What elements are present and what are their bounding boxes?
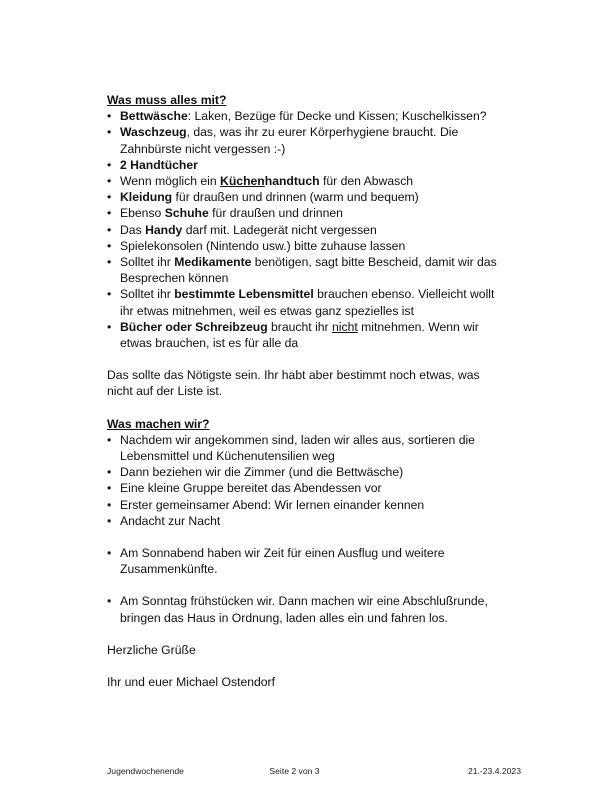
bold-term: Waschzeug <box>120 125 187 140</box>
list-item <box>107 205 497 221</box>
item-text: benötigen, sagt bitte Bescheid, damit wir das Besprechen können <box>120 255 497 286</box>
list-item <box>107 157 497 173</box>
paragraph: Das sollte das Nötigste sein. Ihr habt aber bestimmt noch etwas, was nicht auf der Liste ist. <box>107 368 480 399</box>
bold-term: Handy <box>145 222 183 237</box>
spacer <box>107 658 497 674</box>
list-item <box>107 319 497 351</box>
list-item <box>107 189 497 205</box>
spacer <box>107 400 497 416</box>
footer-left: Jugendwochenende <box>107 766 184 776</box>
list-item <box>107 238 497 254</box>
list-item <box>107 222 497 238</box>
item-text: darf mit. Ladegerät nicht vergessen <box>182 222 377 237</box>
section-heading-packing: Was muss alles mit? <box>107 93 227 107</box>
sunday-list <box>107 593 497 625</box>
footer-date: 21.-23.4.2023 <box>467 766 521 776</box>
bold-term: 2 Handtücher <box>120 157 198 172</box>
bold-term: Schuhe <box>164 206 209 221</box>
bold-term: handtuch <box>264 174 320 189</box>
list-item <box>107 254 497 286</box>
list-item <box>107 124 497 156</box>
bold-underlined-term: Küchen <box>220 174 265 189</box>
item-text: Ebenso <box>120 206 165 221</box>
document-body <box>107 92 497 690</box>
list-item: • Am Sonnabend haben wir Zeit für einen Ausflug und weitere Zusammenkünfte. <box>107 545 497 577</box>
spacer <box>107 351 497 367</box>
list-item: • Dann beziehen wir die Zimmer (und die Bettwäsche) <box>107 464 497 480</box>
bold-term: Bücher oder Schreibzeug <box>120 319 268 334</box>
list-item: • Erster gemeinsamer Abend: Wir lernen einander kennen <box>107 497 497 513</box>
item-text: , das, was ihr zu eurer Körperhygiene braucht. Die Zahnbürste nicht vergessen :-) <box>120 125 459 156</box>
list-item: • Am Sonntag frühstücken wir. Dann machen wir eine Abschlußrunde, bringen das Haus in Ordnung, laden alles ein und fahren los. <box>107 593 497 625</box>
list-item <box>107 173 497 189</box>
packing-list <box>107 108 497 351</box>
list-item: • Andacht zur Nacht <box>107 513 497 529</box>
bold-term: bestimmte Lebensmittel <box>174 287 314 302</box>
list-item <box>107 108 497 124</box>
activities-list <box>107 432 497 529</box>
item-text: Solltet ihr <box>120 287 175 302</box>
item-text: für draußen und drinnen (warm und bequem) <box>172 190 419 205</box>
list-item <box>107 286 497 318</box>
greeting: Herzliche Grüße <box>107 642 196 657</box>
item-text: : Laken, Bezüge für Decke und Kissen; Kuschelkissen? <box>187 109 487 124</box>
saturday-list <box>107 545 497 577</box>
bold-term: Medikamente <box>174 255 252 270</box>
spacer <box>107 529 497 545</box>
signature: Ihr und euer Michael Ostendorf <box>107 675 276 690</box>
item-text: Wenn möglich ein <box>120 174 221 189</box>
item-text: Spielekonsolen (Nintendo usw.) bitte zuhause lassen <box>120 238 406 253</box>
spacer <box>107 577 497 593</box>
item-text: mitnehmen. Wenn wir etwas brauchen, ist es für alle da <box>120 319 479 351</box>
section-heading-activities: Was machen wir? <box>107 416 210 431</box>
item-text: für draußen und drinnen <box>208 206 343 221</box>
item-text: brauchen ebenso. Vielleicht wollt ihr etwas mitnehmen, weil es etwas ganz spezielles ist <box>120 287 495 318</box>
underlined-word: nicht <box>332 319 358 334</box>
footer-page-number: Seite 2 von 3 <box>269 766 320 776</box>
bold-term: Kleidung <box>120 190 173 205</box>
item-text: Das <box>120 222 146 237</box>
item-text: für den Abwasch <box>319 174 414 189</box>
item-text: braucht ihr <box>267 319 332 334</box>
spacer <box>107 626 497 642</box>
list-item: • Eine kleine Gruppe bereitet das Abendessen vor <box>107 480 497 496</box>
item-text: Solltet ihr <box>120 255 175 270</box>
list-item: • Nachdem wir angekommen sind, laden wir alles aus, sortieren die Lebensmittel und Küchenutensilien weg <box>107 432 497 464</box>
bold-term: Bettwäsche <box>120 109 188 124</box>
